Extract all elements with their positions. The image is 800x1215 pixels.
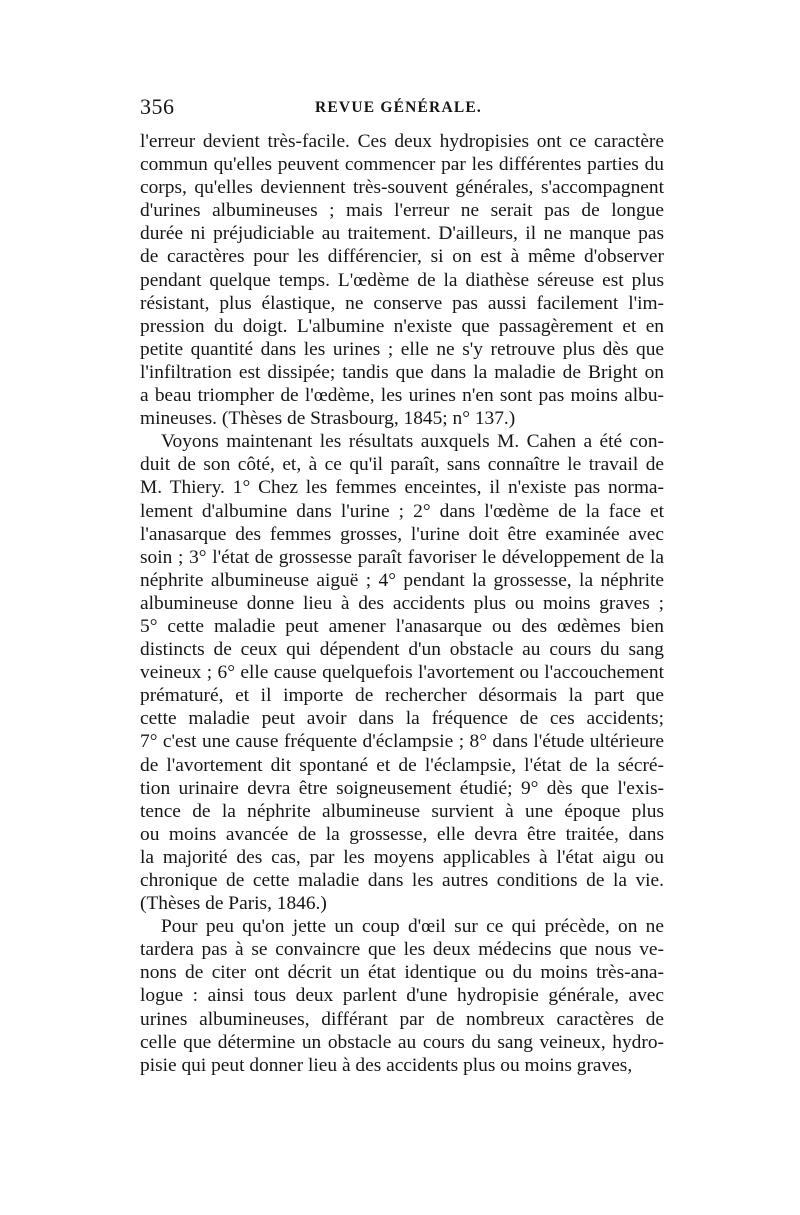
text-line: soin ; 3° l'état de grossesse paraît favoriser le développement de la — [140, 546, 664, 568]
text-line: l'anasarque des femmes grosses, l'urine doit être examinée avec — [140, 523, 664, 545]
text-line: prématuré, et il importe de rechercher désormais la part que — [140, 685, 664, 707]
text-line: d'urines albumineuses ; mais l'erreur ne serait pas de longue — [140, 200, 664, 222]
text-line: mineuses. (Thèses de Strasbourg, 1845; n° 137.) — [140, 408, 516, 430]
text-line: commun qu'elles peuvent commencer par les différentes parties du — [140, 154, 664, 176]
text-line: celle que détermine un obstacle au cours du sang veineux, hydro- — [140, 1031, 664, 1053]
body-text — [140, 130, 664, 1077]
text-line: de caractères pour les différencier, si on est à même d'observer — [140, 246, 664, 268]
text-line: chronique de cette maladie dans les autres conditions de la vie. — [140, 870, 664, 891]
text-line: Pour peu qu'on jette un coup d'œil sur ce qui précède, on ne — [161, 916, 664, 938]
text-line: 7° c'est une cause fréquente d'éclampsie ; 8° dans l'étude ultérieure — [140, 731, 664, 753]
text-line: nons de citer ont décrit un état identique ou du moins très-ana- — [140, 962, 664, 984]
paragraph-diagnosis — [140, 130, 664, 430]
text-line: néphrite albumineuse aiguë ; 4° pendant la grossesse, la néphrite — [140, 569, 664, 591]
text-line: urines albumineuses, différant par de nombreux caractères de — [140, 1008, 664, 1030]
running-head — [140, 92, 664, 122]
text-line: résistant, plus élastique, ne conserve pas aussi facilement l'im- — [140, 292, 664, 314]
text-line: lement d'albumine dans l'urine ; 2° dans l'œdème de la face et — [140, 500, 664, 522]
paragraph-comparison — [140, 915, 664, 1077]
text-line: pisie qui peut donner lieu à des accidents plus ou moins graves, — [140, 1054, 633, 1076]
text-line: (Thèses de Paris, 1846.) — [140, 893, 327, 915]
text-line: cette maladie peut avoir dans la fréquence de ces accidents; — [140, 708, 664, 730]
text-line: pendant quelque temps. L'œdème de la diathèse séreuse est plus — [140, 269, 664, 291]
text-line: veineux ; 6° elle cause quelquefois l'avortement ou l'accouchement — [140, 662, 664, 684]
text-line: durée ni préjudiciable au traitement. D'ailleurs, il ne manque pas — [140, 223, 664, 245]
text-line: 5° cette maladie peut amener l'anasarque ou des œdèmes bien — [140, 615, 664, 637]
text-line: M. Thiery. 1° Chez les femmes enceintes, il n'existe pas norma- — [140, 477, 664, 499]
text-line: la majorité des cas, par les moyens applicables à l'état aigu ou — [140, 846, 664, 868]
text-line: duit de son côté, et, à ce qu'il paraît, sans connaître le travail de — [140, 454, 664, 476]
running-title: REVUE GÉNÉRALE. — [315, 99, 482, 116]
text-line: pression du doigt. L'albumine n'existe que passagèrement et en — [140, 315, 664, 337]
text-line: l'erreur devient très-facile. Ces deux hydropisies ont ce caractère — [140, 131, 664, 152]
text-line: Voyons maintenant les résultats auxquels M. Cahen a été con- — [161, 431, 664, 453]
text-line: tardera pas à se convaincre que les deux médecins que nous ve- — [140, 939, 664, 961]
text-line: albumineuse donne lieu à des accidents plus ou moins graves ; — [140, 592, 664, 614]
page-number: 356 — [140, 94, 175, 119]
text-line: l'infiltration est dissipée; tandis que dans la maladie de Bright on — [140, 361, 664, 383]
text-line: tion urinaire devra être soigneusement étudié; 9° dès que l'exis- — [140, 777, 664, 799]
text-line: ou moins avancée de la grossesse, elle devra être traitée, dans — [140, 823, 664, 845]
text-line: de l'avortement dit spontané et de l'éclampsie, l'état de la sécré- — [140, 754, 664, 776]
text-line: tence de la néphrite albumineuse survient à une époque plus — [140, 800, 664, 822]
text-line: petite quantité dans les urines ; elle ne s'y retrouve plus dès que — [140, 338, 664, 360]
text-line: corps, qu'elles deviennent très-souvent générales, s'accompagnent — [140, 177, 664, 199]
text-line: logue : ainsi tous deux parlent d'une hydropisie générale, avec — [140, 985, 664, 1007]
text-line: a beau triompher de l'œdème, les urines n'en sont pas moins albu- — [140, 385, 664, 407]
paragraph-cahen-results — [140, 430, 664, 915]
text-line: distincts de ceux qui dépendent d'un obstacle au cours du sang — [140, 639, 664, 661]
